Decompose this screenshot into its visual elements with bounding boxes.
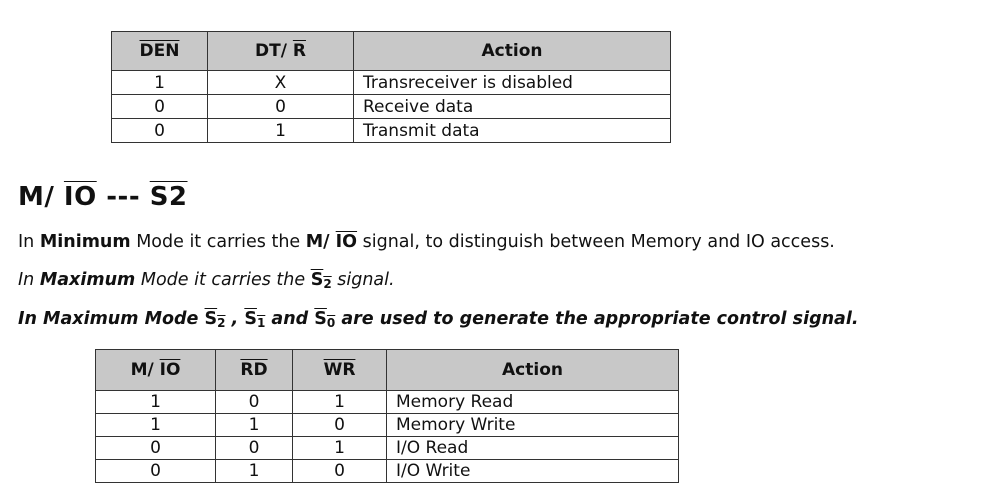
table-row: 0 1 0 I/O Write [96,460,679,483]
table-row: 1 X Transreceiver is disabled [112,71,671,95]
table-row: 1 1 0 Memory Write [96,414,679,437]
maximum-mode-signals-text: In Maximum Mode $S_2$ , $S_1$ and $S_0$ are used to generate the appropriate control signal. [18,309,859,330]
header-den: $\overline{DEN}$ [112,32,208,71]
section-heading: M/ $\overline{IO}$ --- S2 [18,182,188,212]
table-row: 1 0 1 Memory Read [96,391,679,414]
header-mio: M/ $\overline{IO}$ [96,350,216,391]
minimum-mode-text: In Minimum Mode it carries the M/ $\overline{IO}$ signal, to distinguish between Memory and IO access. [18,232,835,252]
den-dtr-table [111,31,671,143]
table-row: 0 0 Receive data [112,95,671,119]
table-header-row [96,350,679,391]
header-wr: $\overline{WR}$ [293,350,387,391]
table-row: 0 1 Transmit data [112,119,671,143]
header-rd: $\overline{RD}$ [216,350,293,391]
header-dtr: DT/ $\overline{R}$ [208,32,354,71]
table-header-row [112,32,671,71]
header-action: Action [354,32,671,71]
table-row: 0 0 1 I/O Read [96,437,679,460]
mio-rd-wr-table [95,349,679,483]
maximum-mode-text: In Maximum Mode it carries the $S_2$ signal. [18,270,395,291]
header-action: Action [387,350,679,391]
